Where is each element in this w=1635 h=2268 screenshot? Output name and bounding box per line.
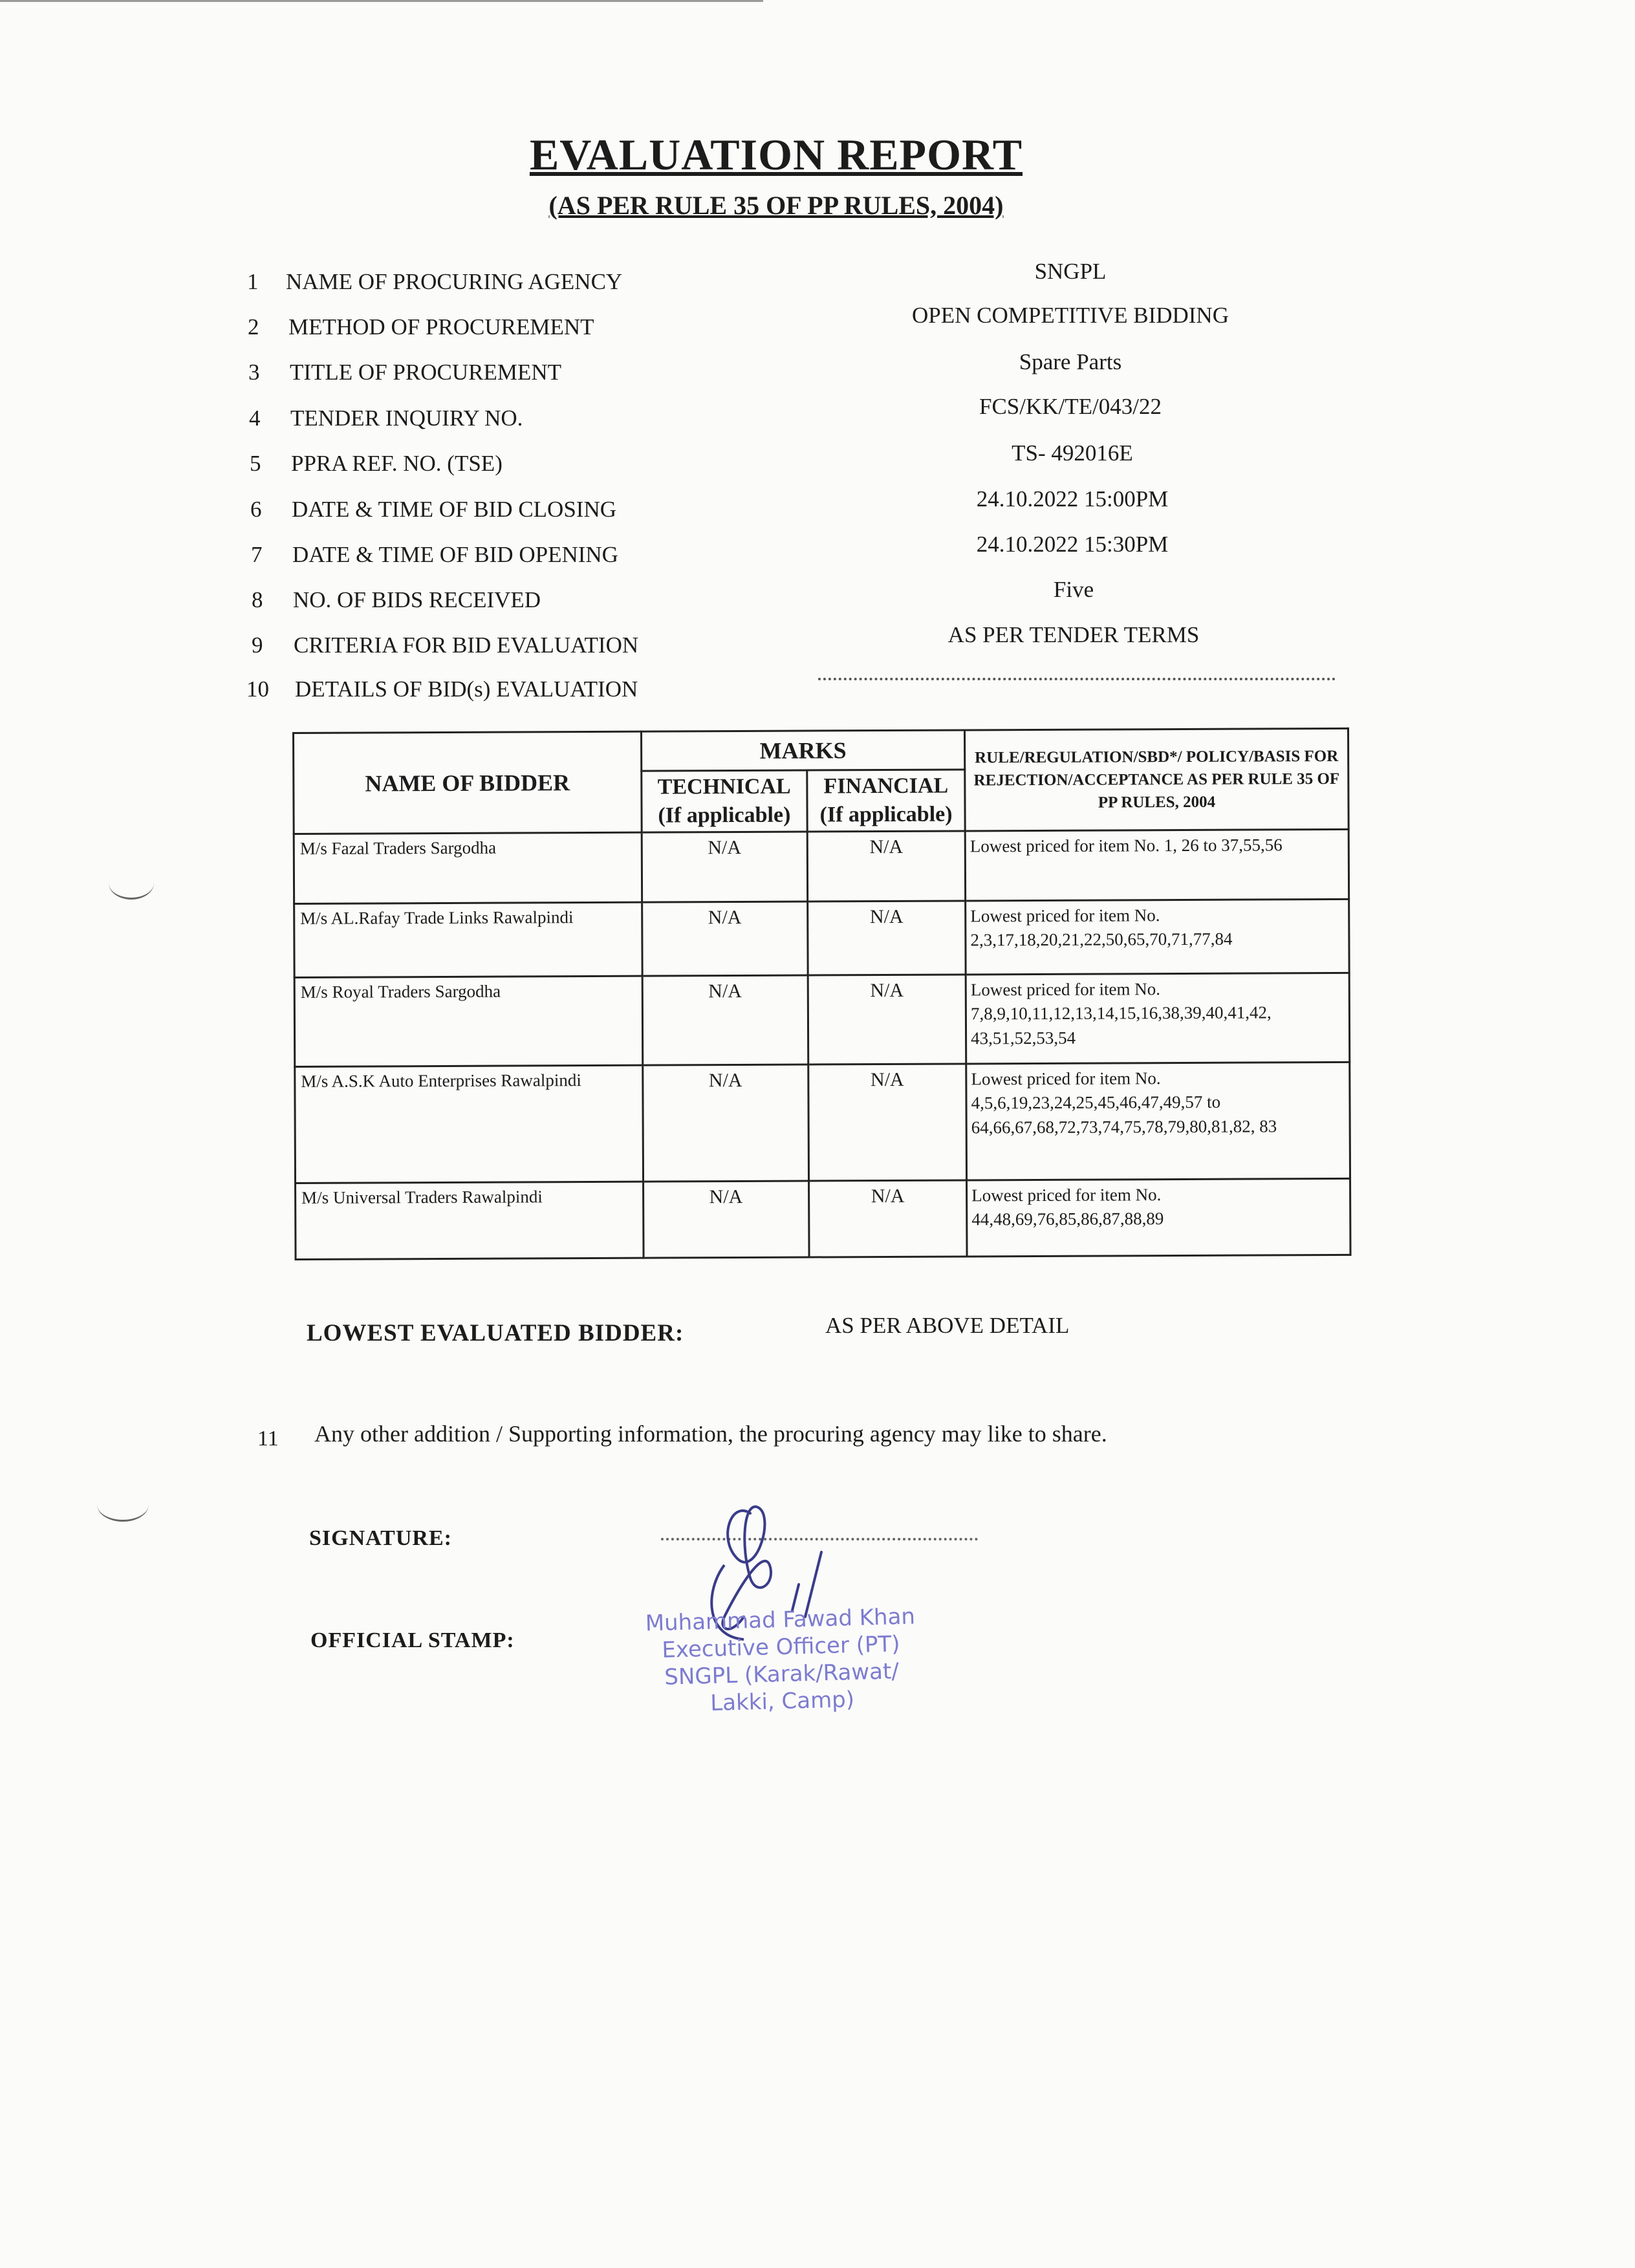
field-number: 6 bbox=[250, 497, 262, 522]
field-value: SNGPL bbox=[1034, 259, 1107, 284]
table-row bbox=[296, 1178, 1350, 1259]
bidder-name: M/s A.S.K Auto Enterprises Rawalpindi bbox=[295, 1065, 644, 1183]
report-title: EVALUATION REPORT bbox=[529, 130, 1023, 179]
evaluation-basis: Lowest priced for item No. 44,48,69,76,85,86,87,88,89 bbox=[967, 1178, 1350, 1257]
field-label: CRITERIA FOR BID EVALUATION bbox=[294, 632, 639, 658]
field-number: 5 bbox=[250, 451, 261, 476]
header-marks: MARKS bbox=[641, 730, 965, 771]
header-financial bbox=[807, 770, 966, 832]
stamp-line: Lakki, Camp) bbox=[709, 1687, 855, 1716]
official-stamp-label: OFFICIAL STAMP: bbox=[310, 1628, 515, 1652]
field-value: AS PER TENDER TERMS bbox=[947, 622, 1200, 647]
table-row bbox=[294, 973, 1350, 1066]
table-row bbox=[295, 1062, 1350, 1183]
field-label: TITLE OF PROCUREMENT bbox=[290, 360, 561, 385]
field-label: NAME OF PROCURING AGENCY bbox=[286, 269, 623, 294]
field-number: 2 bbox=[248, 314, 259, 340]
field-label: METHOD OF PROCUREMENT bbox=[288, 314, 594, 340]
bidder-name: M/s Royal Traders Sargodha bbox=[294, 976, 642, 1066]
punch-hole-mark bbox=[97, 1487, 149, 1522]
technical-marks: N/A bbox=[642, 975, 808, 1065]
bidder-name: M/s Fazal Traders Sargodha bbox=[294, 832, 642, 903]
technical-marks: N/A bbox=[642, 832, 808, 902]
official-stamp bbox=[605, 1602, 957, 1720]
signature-label: SIGNATURE: bbox=[309, 1526, 452, 1550]
field-number: 3 bbox=[248, 360, 260, 385]
header-financial-note: (If applicable) bbox=[819, 802, 953, 827]
stamp-line: Muhammad Fawad Khan bbox=[645, 1603, 916, 1637]
scan-edge-line bbox=[0, 0, 763, 2]
header-rule-basis: RULE/REGULATION/SBD*/ POLICY/BASIS FOR REJECTION/ACCEPTANCE AS PER RULE 35 OF PP RULES, 2004 bbox=[965, 728, 1349, 831]
field-value: FCS/KK/TE/043/22 bbox=[979, 394, 1162, 419]
field-label: DATE & TIME OF BID OPENING bbox=[292, 542, 618, 567]
stamp-line: Executive Officer (PT) bbox=[661, 1631, 901, 1663]
field-value: TS- 492016E bbox=[1012, 440, 1133, 466]
field-number: 8 bbox=[252, 587, 263, 612]
field-value: OPEN COMPETITIVE BIDDING bbox=[912, 303, 1229, 328]
dotted-line bbox=[818, 678, 1336, 680]
item-11-number: 11 bbox=[257, 1427, 279, 1451]
financial-marks: N/A bbox=[808, 1180, 967, 1257]
table-row bbox=[294, 829, 1348, 903]
header-technical-note: (If applicable) bbox=[658, 803, 791, 828]
header-name-of-bidder: NAME OF BIDDER bbox=[294, 731, 642, 834]
field-value: Spare Parts bbox=[1019, 349, 1122, 374]
field-number: 7 bbox=[251, 542, 263, 567]
evaluation-basis: Lowest priced for item No. 1, 26 to 37,55,56 bbox=[965, 829, 1348, 901]
field-number: 10 bbox=[246, 676, 269, 702]
field-label: TENDER INQUIRY NO. bbox=[290, 405, 523, 431]
bidder-name: M/s AL.Rafay Trade Links Rawalpindi bbox=[294, 902, 642, 977]
field-label: DATE & TIME OF BID CLOSING bbox=[292, 497, 616, 522]
field-label: PPRA REF. NO. (TSE) bbox=[291, 451, 503, 476]
header-financial-label: FINANCIAL bbox=[823, 773, 949, 799]
item-11-text: Any other addition / Supporting information, the procuring agency may like to share. bbox=[314, 1421, 1107, 1447]
bid-evaluation-table bbox=[292, 728, 1352, 1260]
financial-marks: N/A bbox=[808, 901, 966, 975]
evaluation-basis: Lowest priced for item No. 4,5,6,19,23,24,25,45,46,47,49,57 to 64,66,67,68,72,73,74,75,78,79,80,81,82, 83 bbox=[966, 1062, 1350, 1180]
field-number: 9 bbox=[252, 632, 263, 658]
stamp-line: SNGPL (Karak/Rawat/ bbox=[664, 1658, 900, 1690]
punch-hole-mark bbox=[109, 867, 154, 900]
technical-marks: N/A bbox=[643, 1181, 809, 1258]
financial-marks: N/A bbox=[808, 1064, 967, 1181]
table-row bbox=[294, 899, 1349, 977]
header-technical-label: TECHNICAL bbox=[657, 774, 791, 799]
lowest-bidder-label: LOWEST EVALUATED BIDDER: bbox=[307, 1320, 684, 1346]
field-label: DETAILS OF BID(s) EVALUATION bbox=[295, 676, 638, 702]
evaluation-basis: Lowest priced for item No. 7,8,9,10,11,12,13,14,15,16,38,39,40,41,42, 43,51,52,53,54 bbox=[966, 973, 1350, 1064]
technical-marks: N/A bbox=[643, 1064, 809, 1182]
evaluation-basis: Lowest priced for item No. 2,3,17,18,20,21,22,50,65,70,71,77,84 bbox=[966, 899, 1349, 975]
report-subtitle: (AS PER RULE 35 OF PP RULES, 2004) bbox=[548, 191, 1004, 220]
field-value: 24.10.2022 15:30PM bbox=[976, 532, 1169, 557]
lowest-bidder-value: AS PER ABOVE DETAIL bbox=[825, 1313, 1070, 1338]
financial-marks: N/A bbox=[807, 831, 966, 902]
field-number: 1 bbox=[247, 269, 259, 294]
header-technical bbox=[642, 770, 808, 832]
financial-marks: N/A bbox=[808, 975, 966, 1064]
bidder-name: M/s Universal Traders Rawalpindi bbox=[296, 1182, 644, 1259]
technical-marks: N/A bbox=[642, 902, 808, 976]
field-label: NO. OF BIDS RECEIVED bbox=[293, 587, 541, 612]
field-value: Five bbox=[1053, 577, 1094, 602]
field-number: 4 bbox=[249, 405, 261, 431]
field-value: 24.10.2022 15:00PM bbox=[976, 486, 1169, 512]
